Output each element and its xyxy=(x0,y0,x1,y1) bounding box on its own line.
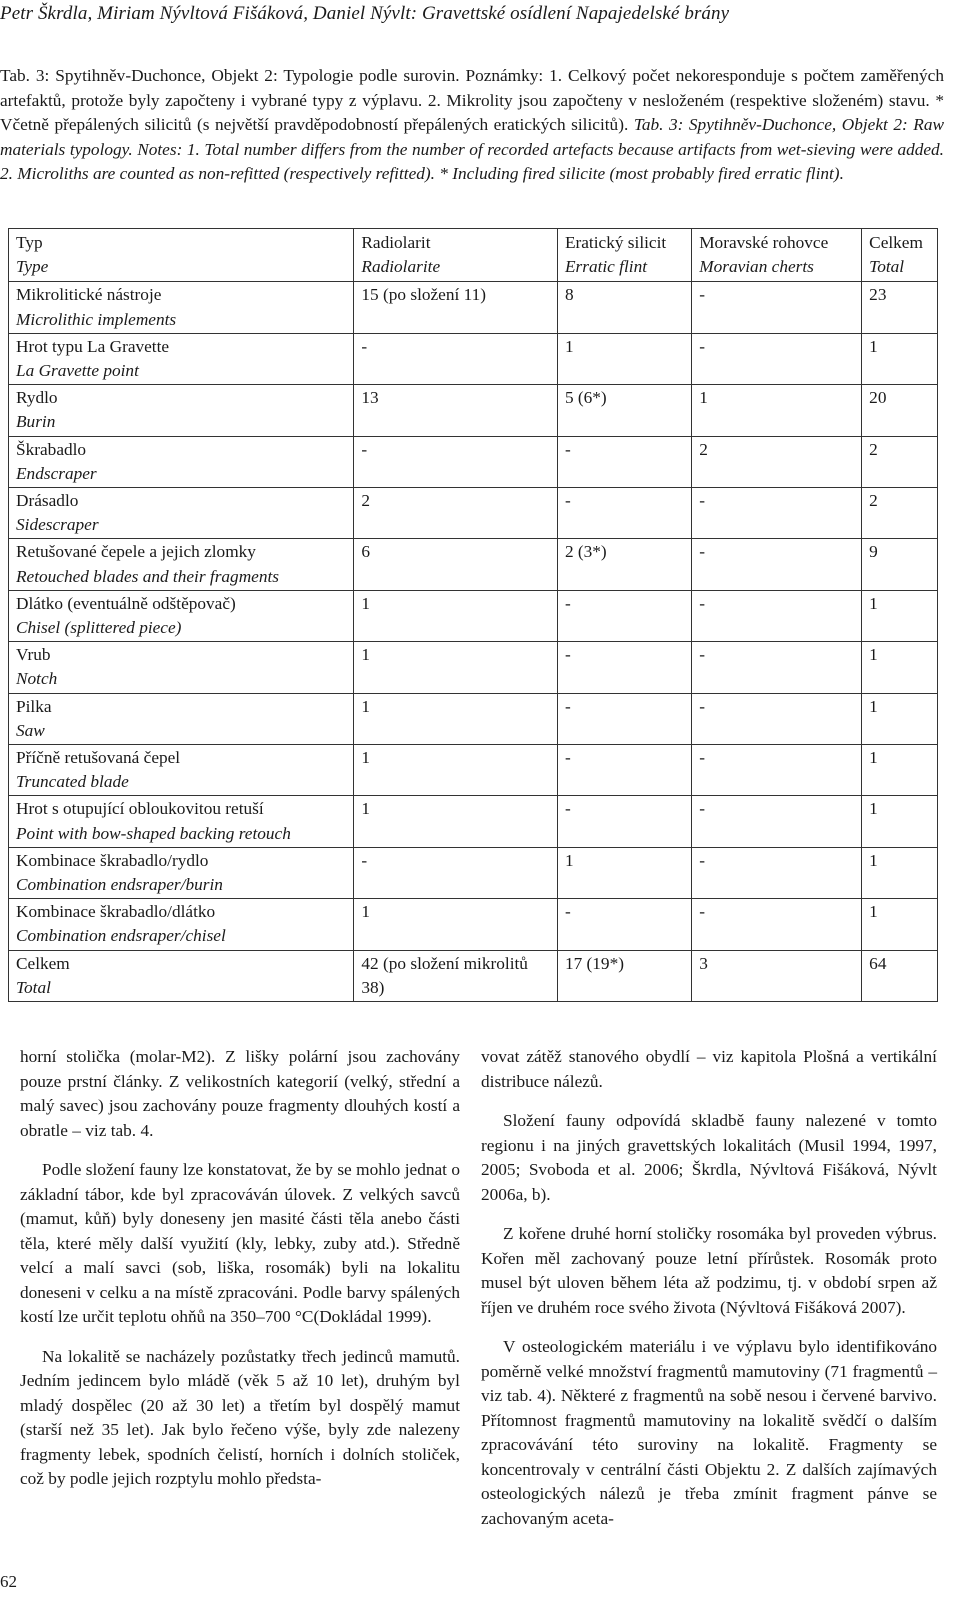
cell-type xyxy=(9,385,354,436)
header-moravian: Moravské rohovce Moravian cherts xyxy=(692,229,862,282)
cell-moravian: - xyxy=(692,899,862,950)
cell-total: 9 xyxy=(862,539,938,590)
type-name-czech: Dlátko (eventuálně odštěpovač) xyxy=(16,593,236,613)
type-name-czech: Příčně retušovaná čepel xyxy=(16,748,181,768)
type-name-english: Chisel (splittered piece) xyxy=(16,618,182,638)
cell-radiolarit: 42 (po složení mikrolitů 38) xyxy=(354,950,558,1001)
cell-moravian: 2 xyxy=(692,436,862,487)
cell-total: 2 xyxy=(862,436,938,487)
type-name-czech: Škrabadlo xyxy=(16,439,87,459)
table-row xyxy=(9,642,938,693)
cell-total: 1 xyxy=(862,847,938,898)
cell-moravian: - xyxy=(692,642,862,693)
cell-total: 1 xyxy=(862,745,938,796)
table-row xyxy=(9,590,938,641)
cell-type xyxy=(9,899,354,950)
type-name-czech: Kombinace škrabadlo/dlátko xyxy=(16,902,216,922)
cell-total: 1 xyxy=(862,796,938,847)
type-name-czech: Celkem xyxy=(16,953,70,973)
cell-type xyxy=(9,282,354,333)
cell-eratic: - xyxy=(557,590,691,641)
cell-type xyxy=(9,745,354,796)
cell-radiolarit: 6 xyxy=(354,539,558,590)
cell-moravian: - xyxy=(692,539,862,590)
cell-eratic: - xyxy=(557,796,691,847)
header-type: Typ Type xyxy=(9,229,354,282)
typology-table xyxy=(8,228,938,1002)
table-body xyxy=(9,282,938,1002)
cell-eratic: - xyxy=(557,488,691,539)
body-column-left xyxy=(20,1045,460,1507)
cell-radiolarit: 1 xyxy=(354,693,558,744)
caption-english: Tab. 3: Spytihněv-Duchonce, Objekt 2: Raw materials typology. Notes: 1. Total number differs from the number of recorded artefacts because artifacts from wet-sieving were added. 2. Microliths are counted as non-refitted (respectively refitted). * Including fired silicite (most probably fired erratic flint). xyxy=(0,115,945,184)
cell-radiolarit: 1 xyxy=(354,642,558,693)
type-name-english: Notch xyxy=(16,669,58,689)
type-name-czech: Hrot typu La Gravette xyxy=(16,336,170,356)
cell-type xyxy=(9,436,354,487)
cell-radiolarit: 15 (po složení 11) xyxy=(354,282,558,333)
table-row xyxy=(9,488,938,539)
body-column-right xyxy=(481,1045,937,1546)
type-name-czech: Rydlo xyxy=(16,388,58,408)
table-header-row xyxy=(9,229,938,282)
cell-eratic: 1 xyxy=(557,847,691,898)
cell-eratic: 1 xyxy=(557,333,691,384)
header-radiolarit: Radiolarit Radiolarite xyxy=(354,229,558,282)
cell-eratic: 5 (6*) xyxy=(557,385,691,436)
cell-total: 1 xyxy=(862,333,938,384)
header-eratic: Eratický silicit Erratic flint xyxy=(557,229,691,282)
cell-moravian: - xyxy=(692,282,862,333)
cell-type xyxy=(9,796,354,847)
cell-total: 1 xyxy=(862,899,938,950)
cell-moravian: - xyxy=(692,488,862,539)
cell-total: 1 xyxy=(862,642,938,693)
cell-total: 1 xyxy=(862,693,938,744)
cell-radiolarit: 2 xyxy=(354,488,558,539)
paragraph: vovat zátěž stanového obydlí – viz kapitola Plošná a vertikální distribuce nálezů. xyxy=(481,1047,937,1091)
header-total: Celkem Total xyxy=(862,229,938,282)
type-name-english: Saw xyxy=(16,720,45,740)
cell-radiolarit: 1 xyxy=(354,745,558,796)
table-row xyxy=(9,950,938,1001)
type-name-english: Combination endsraper/burin xyxy=(16,875,223,895)
cell-type xyxy=(9,333,354,384)
type-name-english: Truncated blade xyxy=(16,772,129,792)
type-name-czech: Mikrolitické nástroje xyxy=(16,285,162,305)
type-name-czech: Hrot s otupující obloukovitou retuší xyxy=(16,799,264,819)
type-name-english: Microlithic implements xyxy=(16,309,177,329)
cell-eratic: - xyxy=(557,745,691,796)
table-row xyxy=(9,847,938,898)
table-row xyxy=(9,745,938,796)
type-name-english: Combination endsraper/chisel xyxy=(16,926,226,946)
cell-radiolarit: 1 xyxy=(354,796,558,847)
paragraph: Podle složení fauny lze konstatovat, že by se mohlo jednat o základní tábor, kde byl zpracováván úlovek. Z velkých savců (mamut, kůň) byly doneseny jen masité části těla anebo části těla, které měly další využití (kly, lebky, zuby atd.). Středně velcí a malí savci (sob, liška, rosomák) byli na lokalitu doneseni v celku a na místě zpracováni. Podle barvy spálených kostí lze určit teplotu ohňů na 350–700 °C(Dokládal 1999). xyxy=(20,1160,460,1326)
cell-type xyxy=(9,847,354,898)
cell-eratic: 8 xyxy=(557,282,691,333)
table-caption xyxy=(0,64,944,187)
cell-total: 2 xyxy=(862,488,938,539)
table-row xyxy=(9,333,938,384)
table-row xyxy=(9,282,938,333)
type-name-english: La Gravette point xyxy=(16,361,139,381)
cell-moravian: - xyxy=(692,847,862,898)
cell-moravian: 3 xyxy=(692,950,862,1001)
cell-total: 23 xyxy=(862,282,938,333)
cell-type xyxy=(9,950,354,1001)
paragraph: Na lokalitě se nacházely pozůstatky třech jedinců mamutů. Jedním jedincem bylo mládě (věk 5 až 10 let), druhým byl mladý dospělec (20 až 30 let) a třetím byl dospělý mamut (starší než 35 let). Jak bylo řečeno výše, byly zde nalezeny fragmenty lebek, spodních čelistí, horních i dolních stoliček, což by podle jejich rozptylu mohlo předsta- xyxy=(20,1346,460,1488)
cell-eratic: - xyxy=(557,436,691,487)
type-name-czech: Pilka xyxy=(16,696,52,716)
cell-eratic: 17 (19*) xyxy=(557,950,691,1001)
paragraph: horní stolička (molar-M2). Z lišky polární jsou zachovány pouze prstní články. Z velikostních kategorií (velký, střední a malý savec) jsou zachovány pouze fragmenty dlouhých kostí a obratle – viz tab. 4. xyxy=(20,1047,460,1140)
table-row xyxy=(9,693,938,744)
type-name-czech: Vrub xyxy=(16,645,51,665)
table-row xyxy=(9,539,938,590)
caption-czech: Tab. 3: Spytihněv-Duchonce, Objekt 2: Typologie podle surovin. Poznámky: 1. Celkový počet nekoresponduje s počtem zaměřených artefaktů, protože byly započteny i vybrané typy z výplavu. 2. Mikrolity jsou započteny v nesloženém (respektive složeném) stavu. * Včetně přepálených silicitů (s největší pravděpodobností přepálených eratických silicitů). xyxy=(0,66,944,135)
cell-eratic: 2 (3*) xyxy=(557,539,691,590)
paragraph: V osteologickém materiálu i ve výplavu bylo identifikováno poměrně velké množství fragmentů mamutoviny (71 fragmentů – viz tab. 4). Některé z fragmentů na sobě nesou i červené barvivo. Přítomnost fragmentů mamutoviny na lokalitě svědčí o dalším zpracovávání této suroviny na lokalitě. Fragmenty se koncentrovaly v centrální části Objektu 2. Z dalších zajímavých osteologických nálezů je třeba zmínit fragment pánve se zachovaným aceta- xyxy=(481,1337,937,1528)
table-row xyxy=(9,796,938,847)
table-row xyxy=(9,385,938,436)
cell-type xyxy=(9,693,354,744)
type-name-english: Point with bow-shaped backing retouch xyxy=(16,823,291,843)
cell-radiolarit: - xyxy=(354,333,558,384)
cell-moravian: - xyxy=(692,693,862,744)
cell-moravian: - xyxy=(692,333,862,384)
cell-radiolarit: 1 xyxy=(354,899,558,950)
type-name-english: Burin xyxy=(16,412,56,432)
cell-radiolarit: 13 xyxy=(354,385,558,436)
cell-type xyxy=(9,642,354,693)
cell-moravian: - xyxy=(692,796,862,847)
cell-type xyxy=(9,590,354,641)
cell-radiolarit: - xyxy=(354,847,558,898)
cell-total: 64 xyxy=(862,950,938,1001)
cell-radiolarit: - xyxy=(354,436,558,487)
cell-moravian: - xyxy=(692,745,862,796)
type-name-czech: Kombinace škrabadlo/rydlo xyxy=(16,850,209,870)
cell-total: 20 xyxy=(862,385,938,436)
cell-total: 1 xyxy=(862,590,938,641)
type-name-english: Endscraper xyxy=(16,463,97,483)
paragraph: Složení fauny odpovídá skladbě fauny nalezené v tomto regionu i na jiných gravettských lokalitách (Musil 1994, 1997, 2005; Svoboda et al. 2006; Škrdla, Nývltová Fišáková, Nývlt 2006a, b). xyxy=(481,1111,937,1204)
cell-radiolarit: 1 xyxy=(354,590,558,641)
type-name-czech: Retušované čepele a jejich zlomky xyxy=(16,542,256,562)
page-number: 62 xyxy=(0,1572,17,1591)
cell-moravian: 1 xyxy=(692,385,862,436)
type-name-english: Sidescraper xyxy=(16,515,99,535)
type-name-czech: Drásadlo xyxy=(16,491,79,511)
cell-eratic: - xyxy=(557,899,691,950)
type-name-english: Retouched blades and their fragments xyxy=(16,566,280,586)
cell-type xyxy=(9,539,354,590)
type-name-english: Total xyxy=(16,977,51,997)
paragraph: Z kořene druhé horní stoličky rosomáka byl proveden výbrus. Kořen měl zachovaný pouze letní přírůstek. Rosomák proto musel být uloven během léta až podzimu, tj. v období srpen až říjen ve druhém roce svého života (Nývltová Fišáková 2007). xyxy=(481,1224,937,1317)
table-row xyxy=(9,899,938,950)
table-row xyxy=(9,436,938,487)
cell-eratic: - xyxy=(557,693,691,744)
cell-eratic: - xyxy=(557,642,691,693)
cell-type xyxy=(9,488,354,539)
running-header: Petr Škrdla, Miriam Nývltová Fišáková, Daniel Nývlt: Gravettské osídlení Napajedelské brány xyxy=(0,3,730,24)
cell-moravian: - xyxy=(692,590,862,641)
